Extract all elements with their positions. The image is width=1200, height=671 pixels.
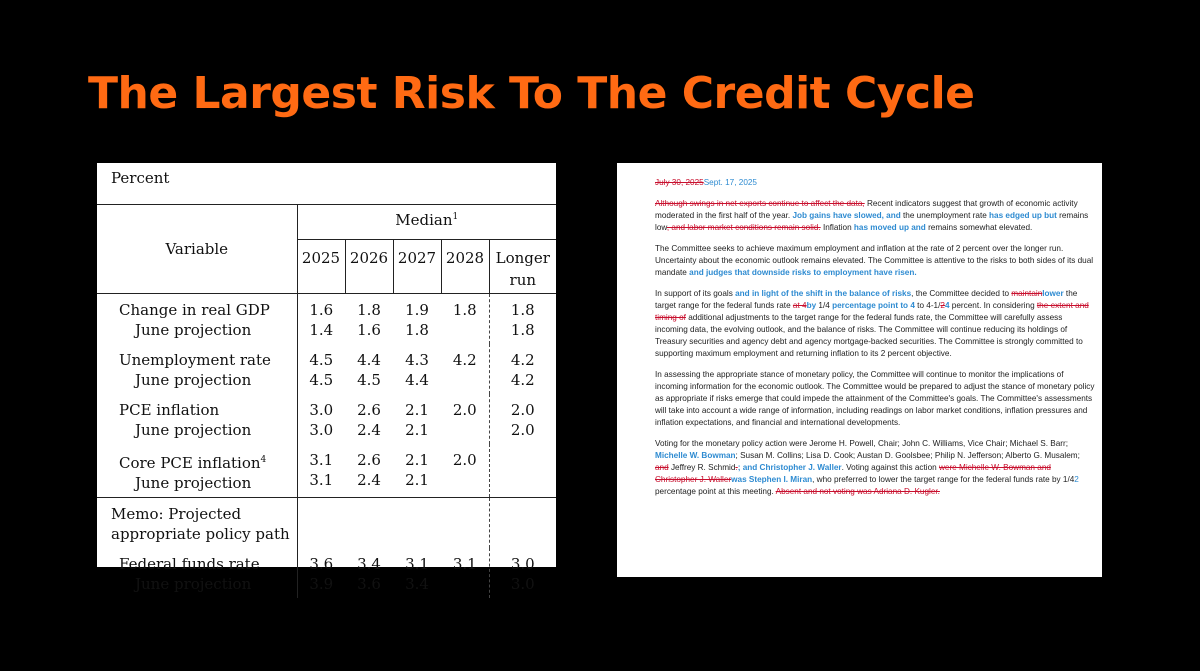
cell: 1.6 — [309, 301, 334, 319]
cell: 2.0 — [452, 401, 477, 419]
row-sublabel: June projection — [135, 321, 252, 339]
cell: 4.3 — [405, 351, 429, 369]
cell: 3.4 — [405, 575, 429, 593]
cell: 2.1 — [405, 421, 429, 439]
year-header: 2026 — [345, 240, 393, 294]
cell: 2.1 — [405, 451, 429, 469]
statement-paragraph: Voting for the monetary policy action were Jerome H. Powell, Chair; John C. Williams, Vice Chair; Michael S. Barr; Michelle W. Bowman; Susan M. Collins; Lisa D. Cook; Austan D. Goolsbee; Philip N. Jefferson; Alberto G. Musalem; and Jeffrey R. Schmid.; and Christopher J. Waller. Voting against this action were Michelle W. Bowman and Christopher J. Wallerwas Stephen I. Miran, who preferred to lower the target range for the federal funds rate by 1/42 percentage point at this meeting. Absent and not voting was Adriana D. Kugler. — [655, 439, 1080, 496]
year-header: 2027 — [393, 240, 441, 294]
statement-date: July 30, 2025Sept. 17, 2025 — [655, 178, 757, 187]
table-row — [97, 294, 556, 345]
cell: 3.0 — [510, 555, 535, 573]
cell: 4.4 — [405, 371, 429, 389]
memo-row — [97, 498, 556, 549]
cell: 4.5 — [357, 371, 381, 389]
memo-label: Memo: Projected — [111, 505, 242, 523]
cell: 2.0 — [452, 451, 477, 469]
median-header: Median$^1$ — [297, 205, 556, 240]
row-label: Change in real GDP — [119, 301, 270, 319]
statement-paragraph: The Committee seeks to achieve maximum employment and inflation at the rate of 2 percent over the longer run. Uncertainty about the economic outlook remains elevated. The Committee is attentive to the risks to both sides of its dual mandate and judges that downside risks to employment have risen. — [655, 244, 1094, 277]
cell: 1.8 — [452, 301, 477, 319]
year-header: Longer run — [489, 240, 556, 294]
slide-title: The Largest Risk To The Credit Cycle — [88, 68, 975, 119]
cell: 3.0 — [309, 401, 334, 419]
cell: 4.4 — [357, 351, 381, 369]
cell: 2.0 — [510, 401, 535, 419]
cell: 1.4 — [309, 321, 334, 339]
cell: 1.8 — [405, 321, 429, 339]
fomc-statement-panel — [617, 163, 1102, 577]
cell: 3.4 — [357, 555, 381, 573]
cell: 3.6 — [357, 575, 381, 593]
cell: 1.8 — [357, 301, 381, 319]
cell: 1.8 — [510, 301, 535, 319]
row-label: Federal funds rate — [119, 555, 260, 573]
year-header: 2025 — [297, 240, 345, 294]
cell: 3.0 — [510, 575, 535, 593]
statement-paragraph: In support of its goals and in light of the shift in the balance of risks, the Committee decided to maintainlower the target range for the federal funds rate at 4by 1/4 percentage point to 4 to 4-1/24 percent. In considering the extent and timing of additional adjustments to the target range for the federal funds rate, the Committee will carefully assess incoming data, the evolving outlook, and the balance of risks. The Committee will continue reducing its holdings of Treasury securities and agency debt and agency mortgage-backed securities. The Committee is strongly committed to supporting maximum employment and returning inflation to its 2 percent objective. — [655, 289, 1089, 358]
cell: 2.6 — [357, 401, 381, 419]
cell: 1.9 — [405, 301, 429, 319]
cell: 4.2 — [510, 351, 535, 369]
row-sublabel: June projection — [135, 421, 252, 439]
table-row — [97, 444, 556, 498]
cell: 2.0 — [510, 421, 535, 439]
row-label: PCE inflation — [119, 401, 220, 419]
row-sublabel: June projection — [135, 371, 252, 389]
cell: 1.8 — [510, 321, 535, 339]
cell: 2.1 — [405, 401, 429, 419]
statement-paragraph: Although swings in net exports continue to affect the data, Recent indicators suggest that growth of economic activity moderated in the first half of the year. Job gains have slowed, and the unemployment rate has edged up but remains low, and labor market conditions remain solid. Inflation has moved up and remains somewhat elevated. — [655, 199, 1089, 232]
variable-header: Variable — [97, 205, 297, 294]
cell: 2.4 — [357, 471, 381, 489]
table-row — [97, 548, 556, 598]
memo-label: appropriate policy path — [111, 525, 290, 543]
row-label: Core PCE inflation$^4$ — [119, 454, 267, 472]
cell: 3.1 — [309, 471, 334, 489]
year-header: 2028 — [441, 240, 489, 294]
cell: 4.5 — [309, 351, 334, 369]
row-label: Unemployment rate — [119, 351, 271, 369]
cell: 3.1 — [405, 555, 429, 573]
sep-table — [97, 163, 556, 598]
table-row — [97, 344, 556, 394]
fomc-statement — [655, 177, 1095, 507]
cell: 2.1 — [405, 471, 429, 489]
cell: 2.4 — [357, 421, 381, 439]
cell: 3.0 — [309, 421, 334, 439]
cell: 4.2 — [510, 371, 535, 389]
cell: 1.6 — [357, 321, 381, 339]
sep-table-panel — [97, 163, 556, 593]
statement-paragraph: In assessing the appropriate stance of monetary policy, the Committee will continue to monitor the implications of incoming information for the economic outlook. The Committee would be prepared to adjust the stance of monetary policy as appropriate if risks emerge that could impede the attainment of the Committee's goals. The Committee's assessments will take into account a wide range of information, including readings on labor market conditions, inflation pressures and inflation expectations, and financial and international developments. — [655, 370, 1095, 427]
cell: 3.6 — [309, 555, 334, 573]
cell: 2.6 — [357, 451, 381, 469]
row-sublabel: June projection — [135, 474, 252, 492]
cell: 4.5 — [309, 371, 334, 389]
unit-label: Percent — [97, 163, 556, 205]
table-row — [97, 394, 556, 444]
cell: 4.2 — [452, 351, 477, 369]
cell: 3.9 — [309, 575, 334, 593]
cell: 3.1 — [309, 451, 334, 469]
cell: 3.1 — [452, 555, 477, 573]
row-sublabel: June projection — [135, 575, 252, 593]
